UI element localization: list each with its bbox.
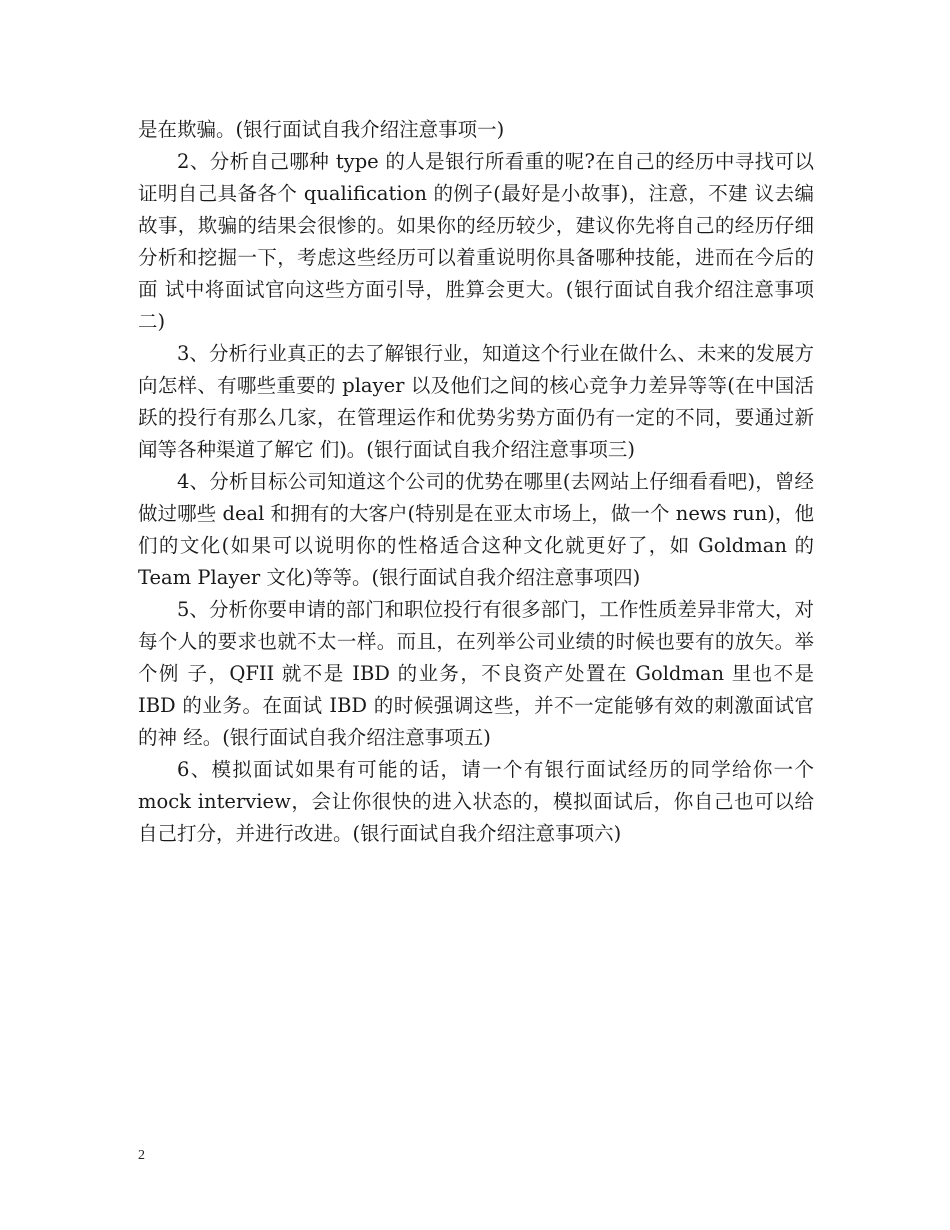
document-body bbox=[138, 114, 814, 850]
paragraph-tip-5: 5、分析你要申请的部门和职位投行有很多部门，工作性质差异非常大，对每个人的要求也就不太一样。而且，在列举公司业绩的时候也要有的放矢。举个例 子，QFII 就不是 IBD 的业务，不良资产处置在 Goldman 里也不是 IBD 的业务。在面试 IBD 的时候强调这些，并不一定能够有效的刺激面试官的神 经。(银行面试自我介绍注意事项五) bbox=[138, 598, 814, 749]
paragraph-tip-6: 6、模拟面试如果有可能的话，请一个有银行面试经历的同学给你一个 mock interview，会让你很快的进入状态的，模拟面试后，你自己也可以给自己打分，并进行改进。(银行面试自我介绍注意事项六) bbox=[138, 758, 814, 845]
paragraph-tip-2: 2、分析自己哪种 type 的人是银行所看重的呢?在自己的经历中寻找可以证明自己具备各个 qualification 的例子(最好是小故事)，注意，不建 议去编故事，欺骗的结果会很惨的。如果你的经历较少，建议你先将自己的经历仔细分析和挖掘一下，考虑这些经历可以着重说明你具备哪种技能，进而在今后的面 试中将面试官向这些方面引导，胜算会更大。(银行面试自我介绍注意事项二) bbox=[138, 150, 814, 333]
paragraph-continuation: 是在欺骗。(银行面试自我介绍注意事项一) bbox=[138, 118, 505, 141]
paragraph-tip-3: 3、分析行业真正的去了解银行业，知道这个行业在做什么、未来的发展方向怎样、有哪些重要的 player 以及他们之间的核心竞争力差异等等(在中国活跃的投行有那么几家，在管理运作和优势劣势方面仍有一定的不同，要通过新闻等各种渠道了解它 们)。(银行面试自我介绍注意事项三) bbox=[138, 342, 814, 461]
paragraph-tip-4: 4、分析目标公司知道这个公司的优势在哪里(去网站上仔细看看吧)，曾经做过哪些 deal 和拥有的大客户(特别是在亚太市场上，做一个 news run)，他们的文化(如果可以说明你的性格适合这种文化就更好了，如 Goldman 的 Team Player 文化)等等。(银行面试自我介绍注意事项四) bbox=[138, 470, 814, 589]
page-number: 2 bbox=[138, 1148, 145, 1163]
